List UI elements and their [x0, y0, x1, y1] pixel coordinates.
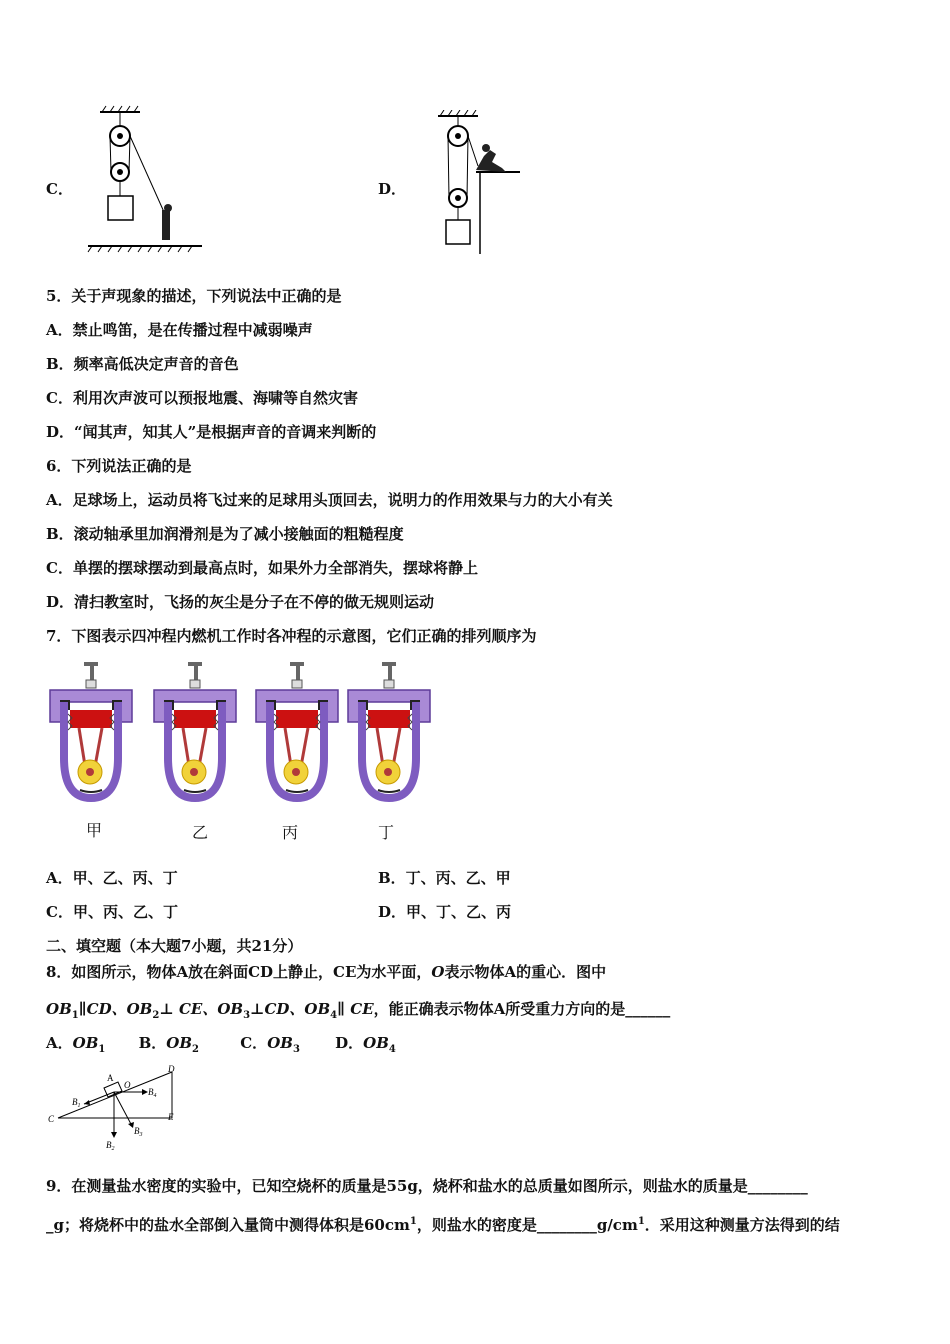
- q8-ob: OB: [304, 1000, 331, 1018]
- label-b4: $B_4$: [148, 1087, 157, 1099]
- q8-sub: 2: [152, 1010, 160, 1021]
- q8-sub: 3: [243, 1010, 251, 1021]
- engine-caption-ding: 丁: [378, 823, 395, 842]
- q7-option-a: A．甲、乙、丙、丁: [46, 869, 178, 887]
- q8-stem: [46, 962, 606, 982]
- q9-line2-b: ，则盐水的密度是________g/cm: [416, 1216, 638, 1234]
- q6-option-d: D．清扫教室时，飞扬的灰尘是分子在不停的做无规则运动: [46, 593, 435, 611]
- q8-options: [46, 1033, 396, 1060]
- q8-stem-tail: 表示物体A的重心．图中: [444, 963, 607, 981]
- label-e: E: [168, 1112, 174, 1122]
- q5-option-a: A．禁止鸣笛，是在传播过程中减弱噪声: [46, 321, 313, 339]
- q5-option-c: C．利用次声波可以预报地震、海啸等自然灾害: [46, 389, 358, 407]
- engine-caption-jia: 甲: [86, 821, 103, 840]
- q6-stem: 6．下列说法正确的是: [46, 457, 192, 475]
- label-b2: $B_2$: [106, 1140, 115, 1152]
- q9-sup1: 1: [409, 1216, 417, 1227]
- q7-option-c: C．甲、丙、乙、丁: [46, 903, 178, 921]
- q9-line1: 9．在测量盐水密度的实验中，已知空烧杯的质量是55g，烧杯和盐水的总质量如图所示，则盐水的质量是________: [46, 1177, 808, 1195]
- q6-option-c: C．单摆的摆球摆动到最高点时，如果外力全部消失，摆球将静上: [46, 559, 478, 577]
- q8-rel: ⊥ CE、: [159, 1000, 218, 1018]
- q8-line2-tail: ，能正确表示物体A所受重力方向的是______: [373, 1000, 671, 1018]
- q6-option-b: B．滚动轴承里加润滑剂是为了减小接触面的粗糙程度: [46, 525, 404, 543]
- pulley-figure-c: [84, 104, 210, 256]
- q6-option-a: A．足球场上，运动员将飞过来的足球用头顶回去，说明力的作用效果与力的大小有关: [46, 491, 613, 509]
- label-b3: $B_3$: [134, 1126, 143, 1138]
- q9-sup2: 1: [637, 1216, 645, 1227]
- q8-rel: ∥CD、: [78, 1000, 127, 1018]
- section-2-heading: 二、填空题（本大题7小题，共21分）: [46, 937, 303, 955]
- q9-line2-a: _g；将烧杯中的盐水全部倒入量筒中测得体积是60cm: [46, 1216, 410, 1234]
- q8-ob: OB: [126, 1000, 153, 1018]
- engine-caption-bing: 丙: [282, 823, 299, 842]
- q8-rel: ⊥CD、: [250, 1000, 305, 1018]
- q9-line2-c: ．采用这种测量方法得到的结: [644, 1216, 840, 1234]
- q8-line2: [46, 999, 670, 1026]
- q9-line2: [46, 1212, 840, 1235]
- label-d: D: [168, 1064, 175, 1074]
- q8-option-d: D．$OB_4$: [335, 1034, 396, 1055]
- q8-rel: ∥ CE: [337, 1000, 374, 1018]
- q7-option-d: D．甲、丁、乙、丙: [378, 903, 512, 921]
- incline-figure: [46, 1062, 186, 1154]
- q8-sub: 4: [330, 1010, 338, 1021]
- label-o: O: [124, 1080, 131, 1090]
- label-a: A: [107, 1073, 114, 1083]
- q7-stem: 7．下图表示四冲程内燃机工作时各冲程的示意图，它们正确的排列顺序为: [46, 627, 537, 645]
- q8-option-b: B．$OB_2$: [138, 1034, 199, 1055]
- q8-option-a: A．$OB_1$: [46, 1034, 106, 1055]
- label-b1: $B_1$: [72, 1097, 81, 1109]
- q5-option-d: D．“闻其声，知其人”是根据声音的音调来判断的: [46, 423, 377, 441]
- q5-stem: 5．关于声现象的描述，下列说法中正确的是: [46, 287, 342, 305]
- option-d-label: D．: [378, 180, 407, 198]
- q8-ob: OB: [46, 1000, 72, 1018]
- q8-sub: 1: [71, 1010, 79, 1021]
- engine-caption-yi: 乙: [192, 823, 209, 842]
- q7-option-b: B．丁、丙、乙、甲: [378, 869, 511, 887]
- q8-ob: OB: [217, 1000, 244, 1018]
- engine-strokes-figure: [46, 662, 446, 812]
- q8-stem-text: 8．如图所示，物体A放在斜面CD上静止，CE为水平面，: [46, 963, 432, 981]
- q8-stem-o: O: [431, 963, 445, 981]
- pulley-figure-d: [432, 110, 524, 256]
- q5-option-b: B．频率高低决定声音的音色: [46, 355, 239, 373]
- label-c: C: [48, 1114, 55, 1124]
- option-c-label: C．: [46, 180, 73, 198]
- q8-option-c: C．$OB_3$: [240, 1034, 300, 1055]
